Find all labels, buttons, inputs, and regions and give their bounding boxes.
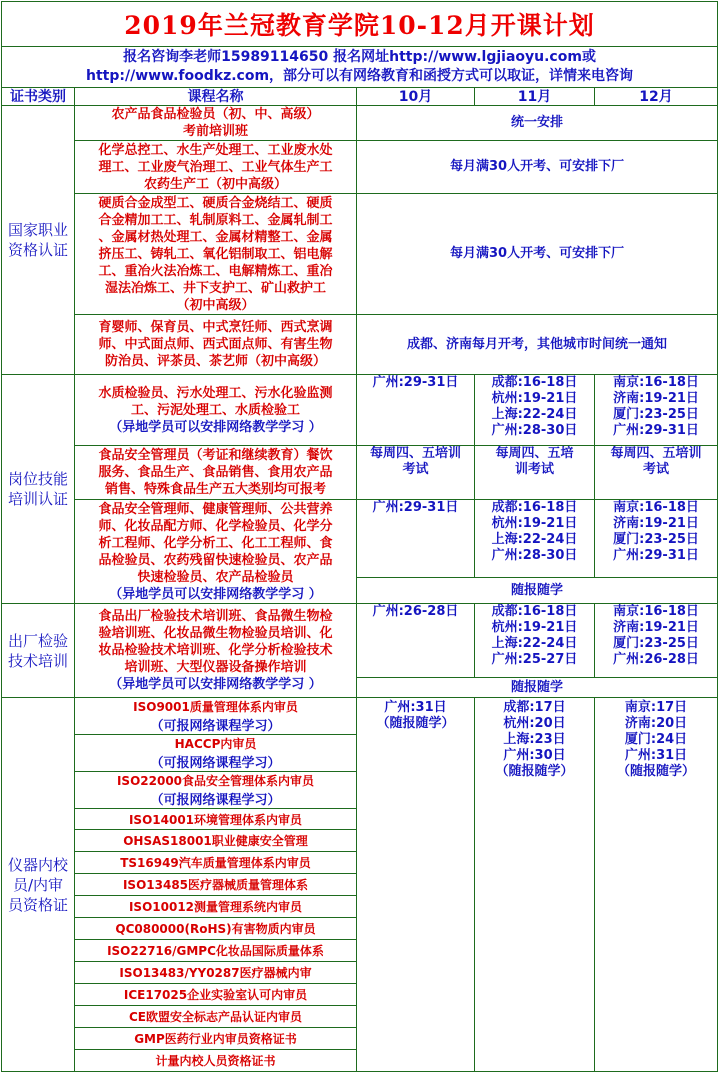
schedule-footer: 随报随学	[357, 678, 718, 698]
oct-schedule: 广州:31日 （随报随学）	[357, 698, 475, 1072]
nov-schedule: 成都:17日 杭州:20日 上海:23日 广州:30日 （随报随学）	[475, 698, 595, 1072]
category-post: 岗位技能 培训认证	[2, 375, 75, 604]
header-nov: 11月	[475, 88, 595, 106]
course-cell: OHSAS18001职业健康安全管理	[75, 830, 357, 852]
contact-line: 报名咨询李老师15989114650 报名网址http://www.lgjiaoyu.com或	[123, 49, 596, 65]
course-cell: ICE17025企业实验室认可内审员	[75, 984, 357, 1006]
course-cell: ISO14001环境管理体系内审员	[75, 809, 357, 830]
course-cell: ISO13483/YY0287医疗器械内审	[75, 962, 357, 984]
nov-schedule: 成都:16-18日 杭州:19-21日 上海:22-24日 广州:28-30日	[475, 375, 595, 446]
online-note: （异地学员可以安排网络教学学习 ）	[109, 586, 322, 602]
course-cell: ISO13485医疗器械质量管理体系	[75, 874, 357, 896]
course-cell: ISO22716/GMPC化妆品国际质量体系	[75, 940, 357, 962]
oct-schedule: 广州:29-31日	[357, 500, 475, 578]
schedule-table	[1, 1, 718, 1072]
contact-line: http://www.foodkz.com，部分可以有网络教育和函授方式可以取证，详情来电咨询	[86, 68, 634, 84]
header-dec: 12月	[595, 88, 718, 106]
dec-schedule: 南京:16-18日 济南:19-21日 厦门:23-25日 广州:29-31日	[595, 375, 718, 446]
schedule-cell: 成都、济南每月开考，其他城市时间统一通知	[357, 315, 718, 375]
nov-schedule: 每周四、五培 训考试	[475, 446, 595, 500]
schedule-cell: 统一安排	[357, 106, 718, 141]
nov-schedule: 成都:16-18日 杭州:19-21日 上海:22-24日 广州:25-27日	[475, 604, 595, 678]
course-cell: 食品安全管理员（考证和继续教育）餐饮 服务、食品生产、食品销售、食用农产品 销售、特殊食品生产五大类别均可报考	[75, 446, 357, 500]
course-cell: 农产品食品检验员（初、中、高级） 考前培训班	[75, 106, 357, 141]
category-factory: 出厂检验 技术培训	[2, 604, 75, 698]
online-note: （异地学员可以安排网络教学学习 ）	[109, 419, 322, 435]
schedule-cell: 每月满30人开考、可安排下厂	[357, 141, 718, 194]
course-cell: 育婴师、保育员、中式烹饪师、西式烹调 师、中式面点师、西式面点师、有害生物 防治员、评茶员、茶艺师（初中高级）	[75, 315, 357, 375]
dec-schedule: 南京:17日 济南:20日 厦门:24日 广州:31日 （随报随学）	[595, 698, 718, 1072]
contact-info	[2, 47, 718, 88]
category-audit: 仪器内校 员/内审 员资格证	[2, 698, 75, 1072]
category-national: 国家职业 资格认证	[2, 106, 75, 375]
dec-schedule: 南京:16-18日 济南:19-21日 厦门:23-25日 广州:29-31日	[595, 500, 718, 578]
oct-schedule: 每周四、五培训 考试	[357, 446, 475, 500]
schedule-cell: 每月满30人开考、可安排下厂	[357, 194, 718, 315]
course-cell: 水质检验员、污水处理工、污水化验监测 工、污泥处理工、水质检验工 （异地学员可以安排网络教学学习 ）	[75, 375, 357, 446]
online-note: （异地学员可以安排网络教学学习 ）	[109, 677, 322, 692]
course-cell: CE欧盟安全标志产品认证内审员	[75, 1006, 357, 1028]
header-course: 课程名称	[75, 88, 357, 106]
oct-schedule: 广州:26-28日	[357, 604, 475, 678]
course-cell: 硬质合金成型工、硬质合金烧结工、硬质 合金精加工工、轧制原料工、金属轧制工 、金属材热处理工、金属材精整工、金属 挤压工、铸轧工、氧化铝制取工、铝电解 工、重冶火法冶炼工、电解精炼工、重冶 湿法冶炼工、井下支护工、矿山救护工 （初中高级）	[75, 194, 357, 315]
dec-schedule: 南京:16-18日 济南:19-21日 厦门:23-25日 广州:26-28日	[595, 604, 718, 678]
course-cell: ISO9001质量管理体系内审员 （可报网络课程学习）	[75, 698, 357, 735]
course-cell: TS16949汽车质量管理体系内审员	[75, 852, 357, 874]
header-oct: 10月	[357, 88, 475, 106]
schedule-footer: 随报随学	[357, 578, 718, 604]
course-cell: QC080000(RoHS)有害物质内审员	[75, 918, 357, 940]
page-title: 2019年兰冠教育学院10-12月开课计划	[2, 2, 718, 47]
course-cell: 食品安全管理师、健康管理师、公共营养 师、化妆品配方师、化学检验员、化学分 析工程师、化学分析工、化工工程师、食 品检验员、农药残留快速检验员、农产品 快速检验员、农产品检验员 （异地学员可以安排网络教学学习 ）	[75, 500, 357, 604]
course-cell: ISO10012测量管理系统内审员	[75, 896, 357, 918]
course-cell: 化学总控工、水生产处理工、工业废水处 理工、工业废气治理工、工业气体生产工 农药生产工（初中高级）	[75, 141, 357, 194]
course-cell: 计量内校人员资格证书	[75, 1050, 357, 1072]
header-category: 证书类别	[2, 88, 75, 106]
course-cell: HACCP内审员 （可报网络课程学习）	[75, 735, 357, 772]
dec-schedule: 每周四、五培训 考试	[595, 446, 718, 500]
course-cell: ISO22000食品安全管理体系内审员 （可报网络课程学习）	[75, 772, 357, 809]
nov-schedule: 成都:16-18日 杭州:19-21日 上海:22-24日 广州:28-30日	[475, 500, 595, 578]
oct-schedule: 广州:29-31日	[357, 375, 475, 446]
course-cell: 食品出厂检验技术培训班、食品微生物检 验培训班、化妆品微生物检验员培训、化 妆品检验技术培训班、化学分析检验技术 培训班、大型仪器设备操作培训 （异地学员可以安排网络教学学习 ）	[75, 604, 357, 698]
course-cell: GMP医药行业内审员资格证书	[75, 1028, 357, 1050]
